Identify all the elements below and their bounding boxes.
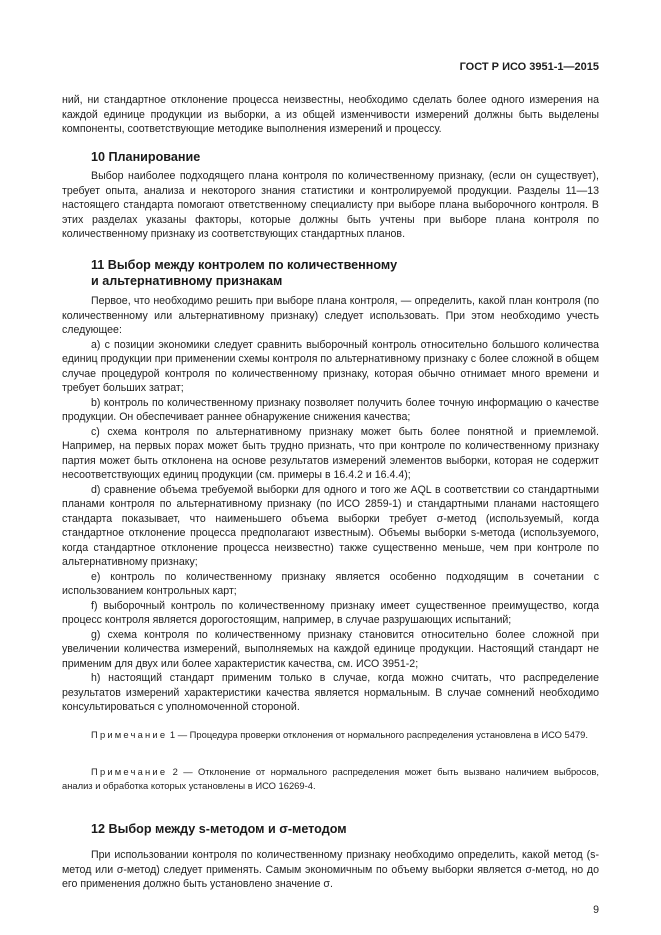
section-11-heading-line1: 11 Выбор между контролем по количественному [91, 258, 398, 272]
section-10-heading: 10 Планирование [91, 150, 201, 164]
list-item-f: f) выборочный контроль по количественному признаку имеет существенное преимущество, когда процесс контроля является дорогостоящим, например, в случае разрушающих испытаний; [62, 599, 599, 626]
list-item-g: g) схема контроля по количественному признаку становится относительно более сложной при увеличении количества измерений, выполняемых на каждой единице продукции. Настоящий стандарт не применим для двух или более характеристик качества, см. ИСО 3951-2; [62, 628, 599, 670]
section-12-paragraph: При использовании контроля по количественному признаку необходимо определить, какой метод (s-метод или σ-метод) следует применять. Самым экономичным по объему выборки является σ-метод, но до его применения должно быть установлено значение σ. [62, 849, 599, 890]
section-11-heading-line2: и альтернативному признакам [91, 274, 283, 288]
note-label: Примечание [91, 766, 168, 777]
note-2 [62, 765, 599, 792]
section-11-intro: Первое, что необходимо решить при выборе плана контроля, — определить, какой план контроля (по количественному или альтернативному признаку) следует использовать. При этом необходимо учесть следующее: [62, 295, 599, 336]
page-number: 9 [593, 904, 599, 916]
section-11-body [62, 294, 599, 715]
list-item-a: a) с позиции экономики следует сравнить выборочный контроль относительно большого количества единиц продукции при применении схемы контроля по альтернативному признаку с более сложной в общем случае процедурой контроля по количественному признаку, которая обычно отнимает много времени и требует больших затрат; [62, 338, 599, 394]
section-10-paragraph: Выбор наиболее подходящего плана контроля по количественному признаку, (если он существует), требует опыта, анализа и некоторого знания статистики и контролируемой продукции. Разделы 11—13 настоящего стандарта помогают ответственному специалисту при выборе плана выборочного контроля. В этих разделах указаны факторы, которые должны быть учтены при выборе плана контроля по количественному признаку из соответствующих стандартных планов. [62, 170, 599, 240]
note-label: Примечание [91, 729, 168, 740]
document-header-id: ГОСТ Р ИСО 3951-1—2015 [459, 61, 599, 73]
list-item-d: d) сравнение объема требуемой выборки для одного и того же AQL в соответствии со стандартными планами контроля по альтернативному признаку (по ИСО 2859-1) и стандартными планами настоящего стандарта показывает, что наименьшего объема выборки требует σ-метод (используемый, когда стандартное отклонение процесса предполагают известным). Объемы выборки s-метода (используемого, когда стандартное отклонение процесса неизвестно) также существенно меньше, чем при контроле по альтернативному признаку; [62, 483, 599, 568]
note-1 [62, 728, 599, 742]
continuation-paragraph: ний, ни стандартное отклонение процесса неизвестны, необходимо сделать более одного измерения на каждой единице продукции из выборки, а из общей изменчивости измерений должны быть выделены компоненты, соответствующие методике выполнения измерений и процессу. [62, 94, 599, 135]
note-text: 2 — Отклонение от нормального распределения может быть вызвано наличием выбросов, анализ и обработка которых установлены в ИСО 16269-4. [62, 766, 599, 791]
section-11-heading [91, 257, 397, 289]
list-item-c: c) схема контроля по альтернативному признаку может быть более понятной и приемлемой. Например, на первых порах может быть трудно признать, что при контроле по количественному признаку партия может быть отклонена на основе результатов измерений элементов выборки, которая не содержит несоответствующих единиц продукции (см. примеры в 16.4.2 и 16.4.4); [62, 425, 599, 481]
section-12-heading: 12 Выбор между s-методом и σ-методом [91, 822, 347, 836]
list-item-e: e) контроль по количественному признаку является особенно подходящим в сочетании с использованием контрольных карт; [62, 570, 599, 597]
list-item-b: b) контроль по количественному признаку позволяет получить более точную информацию о качестве продукции. Он обеспечивает раннее обнаружение снижения качества; [62, 396, 599, 423]
list-item-h: h) настоящий стандарт применим только в случае, когда можно считать, что распределение результатов измерений характеристики качества является нормальным. В случае сомнений необходимо консультироваться с уполномоченной стороной. [62, 672, 599, 713]
note-text: 1 — Процедура проверки отклонения от нормального распределения установлена в ИСО 5479. [167, 729, 588, 740]
